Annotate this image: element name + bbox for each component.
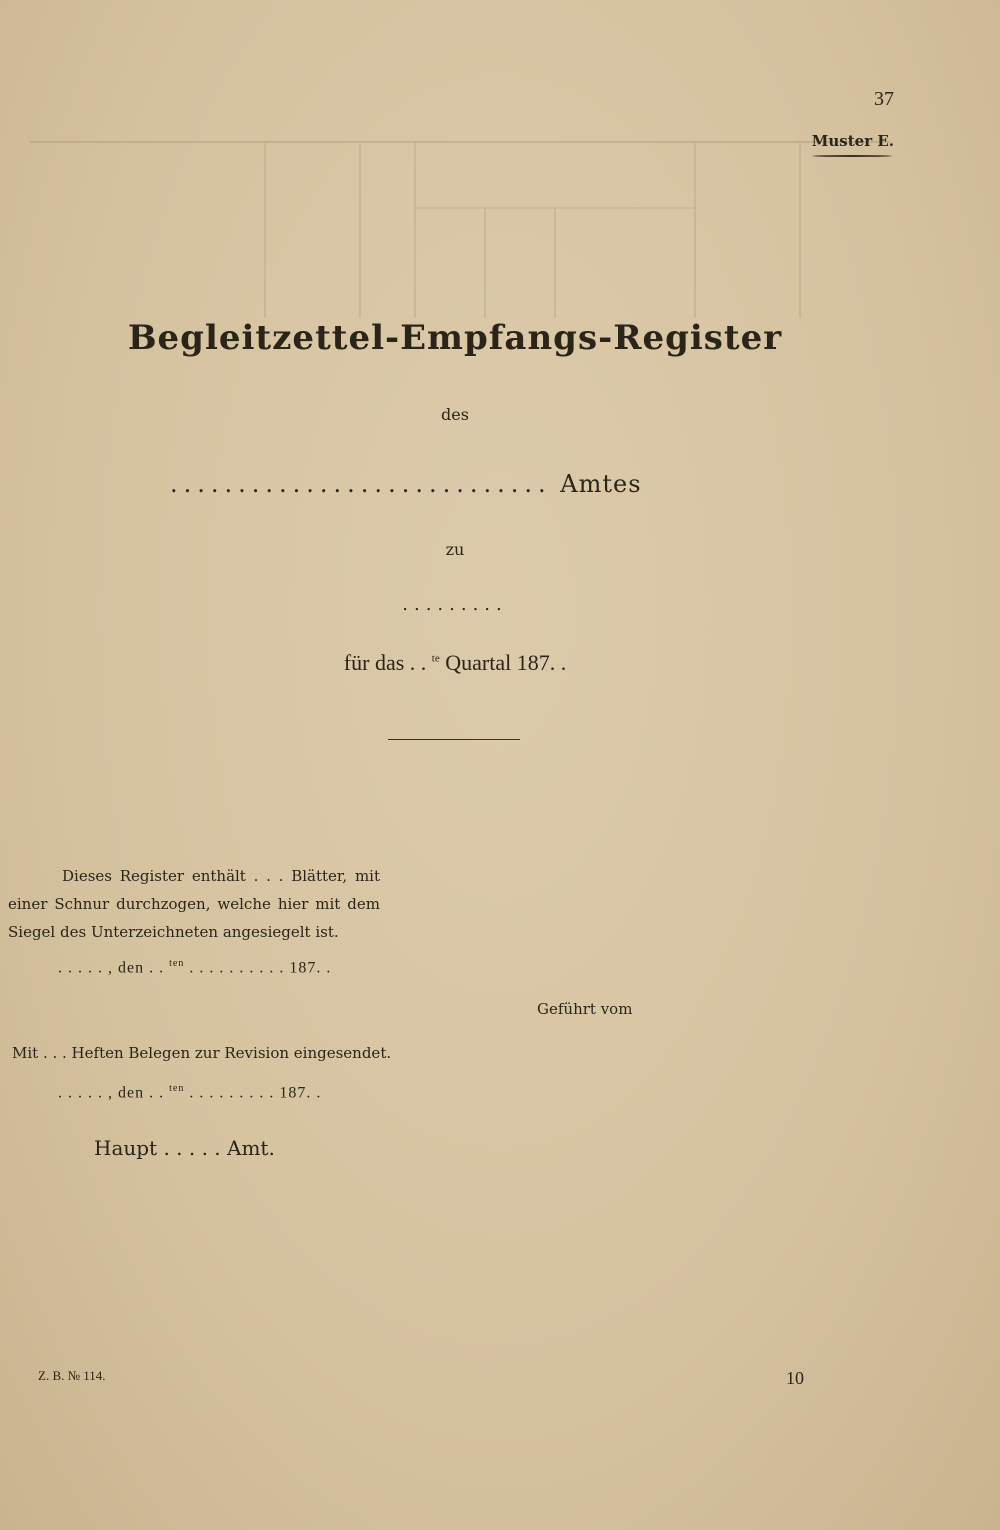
kept-by-label: Geführt vom <box>537 1000 633 1018</box>
submission-statement: Mit . . . Heften Belegen zur Revision eingesendet. <box>12 1044 392 1062</box>
register-date-line <box>58 958 331 977</box>
document-title: Begleitzettel-Empfangs-Register <box>127 318 783 358</box>
form-label: Muster E. <box>811 132 894 150</box>
quarter-suffix: Quartal 187. . <box>445 650 567 675</box>
date-suffix: . . . . . . . . . 187. . <box>189 1084 322 1102</box>
quarter-line <box>0 650 910 676</box>
submission-date-line <box>58 1083 321 1102</box>
date-prefix: . . . . . , den . . <box>58 959 165 977</box>
date-suffix: . . . . . . . . . . 187. . <box>189 959 332 977</box>
place-fill-dots: ......... <box>402 594 508 615</box>
sheet-number: 10 <box>786 1368 804 1388</box>
preposition-zu: zu <box>445 540 465 559</box>
show-through-ruling <box>30 138 890 318</box>
section-divider <box>388 739 520 740</box>
quarter-prefix: für das . . <box>343 650 427 675</box>
office-word: Amtes <box>560 470 642 498</box>
main-office-signature-line: Haupt . . . . . Amt. <box>94 1136 275 1160</box>
register-paragraph: Dieses Register enthält . . . Blätter, mit einer Schnur durchzogen, welche hier mit dem Siegel des Unterzeichneten angesiegelt ist. <box>8 867 380 941</box>
date-ordinal: ten <box>169 958 185 969</box>
article-des: des <box>441 405 469 424</box>
register-statement <box>8 862 380 946</box>
office-fill-dots: ............................ <box>170 470 552 498</box>
page-number: 37 <box>874 88 894 110</box>
footer-reference: Z. B. № 114. <box>38 1368 106 1383</box>
date-prefix: . . . . . , den . . <box>58 1084 165 1102</box>
quarter-ordinal: te <box>431 652 440 665</box>
office-line <box>170 470 642 498</box>
date-ordinal: ten <box>169 1083 185 1094</box>
